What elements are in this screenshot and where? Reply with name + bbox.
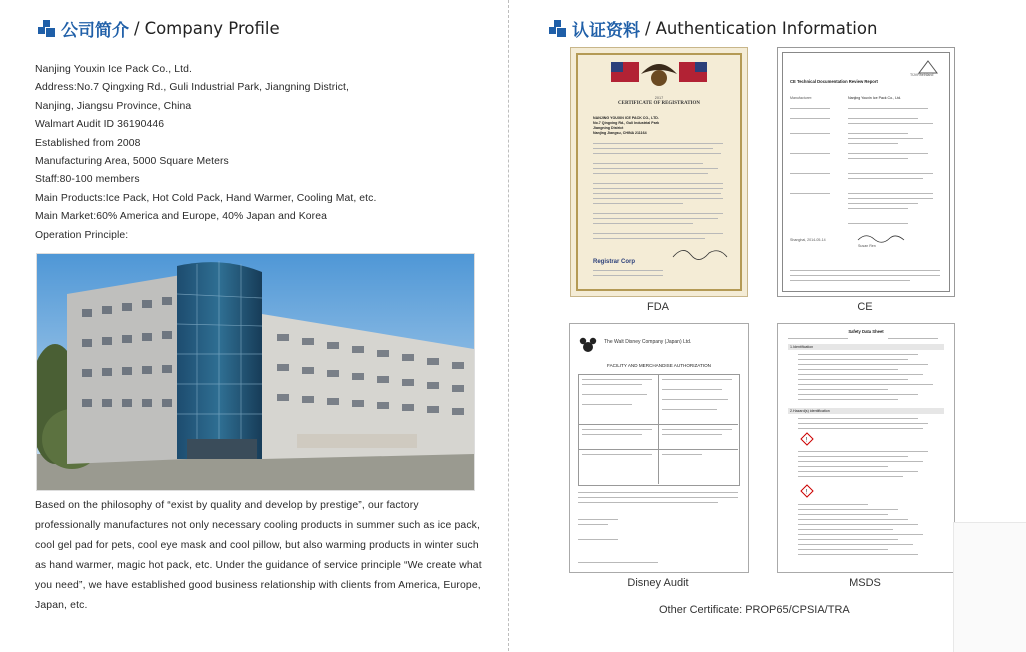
other-certificates: Other Certificate: PROP65/CPSIA/TRA xyxy=(659,604,850,616)
ce-certificate-image[interactable] xyxy=(777,47,955,297)
ce-heading: CE Technical Documentation Review Report xyxy=(790,79,878,84)
svg-text:!: ! xyxy=(805,489,808,496)
msds-section2: 2.Hazard(s) identification xyxy=(790,409,830,413)
ce-brand: TÜVRheinland xyxy=(910,73,934,77)
info-line: Walmart Audit ID 36190446 xyxy=(35,119,165,131)
signature-icon xyxy=(671,243,731,263)
hazard-diamond-icon xyxy=(800,484,814,498)
company-description: Based on the philosophy of “exist by quality and develop by prestige”, our factory professionally manufactures not only necessary cooling products in summer such as ice pack, cool gel pad for pets, cool eye mask and cool pillow, but also warming products in winter such as hand warmer, magic hot pack, etc. Under the guidance of service principle “We create what you need”, we have established good business relationship with clients from America, Europe, Japan, etc. xyxy=(35,500,482,611)
msds-label: MSDS xyxy=(849,577,881,589)
svg-text:!: ! xyxy=(805,437,808,444)
factory-photo xyxy=(36,253,475,491)
fda-city: Nanjing Jiangsu, CHINA 211164 xyxy=(593,131,647,135)
title-en: Company Profile xyxy=(144,19,280,38)
page-edge xyxy=(953,522,1026,652)
column-divider xyxy=(508,0,509,651)
ce-manufacturer-label: Manufacturer: xyxy=(790,96,813,100)
section-square-icon xyxy=(549,20,566,37)
info-line: Established from 2008 xyxy=(35,137,141,149)
info-line: Operation Principle: xyxy=(35,229,129,241)
fda-heading: CERTIFICATE OF REGISTRATION xyxy=(618,101,700,106)
tuv-logo-icon xyxy=(918,60,938,74)
disney-brand: The Walt Disney Company (Japan) Ltd. xyxy=(604,339,692,345)
fda-label: FDA xyxy=(647,301,669,313)
fda-brand: Registrar Corp xyxy=(593,259,636,265)
fda-company: NANJING YOUXIN ICE PACK CO., LTD. xyxy=(593,116,659,120)
hazard-diamond-icon xyxy=(800,432,814,446)
title-cn: 认证资料 xyxy=(572,21,640,41)
disney-certificate-image[interactable] xyxy=(569,323,749,573)
company-info-list xyxy=(35,61,376,245)
signature-icon xyxy=(856,230,906,244)
title-cn: 公司简介 xyxy=(61,21,129,41)
title-en: Authentication Information xyxy=(655,19,878,38)
ce-signer: Susan Ren xyxy=(858,244,876,248)
ce-label: CE xyxy=(857,301,873,313)
info-line: Nanjing Youxin Ice Pack Co., Ltd. xyxy=(35,64,192,75)
company-profile-title xyxy=(38,16,280,41)
fda-year: 2017 xyxy=(654,96,664,100)
info-line: Staff:80-100 members xyxy=(35,174,140,186)
disney-heading: FACILITY AND MERCHANDISE AUTHORIZATION xyxy=(607,363,711,368)
mickey-logo-icon xyxy=(578,336,598,354)
ce-date: Shanghai, 2014-05-14 xyxy=(790,238,826,242)
fda-certificate-image[interactable] xyxy=(570,47,748,297)
authentication-title xyxy=(549,16,877,41)
section-square-icon xyxy=(38,20,55,37)
ce-manufacturer: Nanjing Youxin Ice Pack Co., Ltd. xyxy=(848,96,902,100)
info-line: Manufacturing Area, 5000 Square Meters xyxy=(35,155,229,167)
msds-certificate-image[interactable] xyxy=(777,323,955,573)
fda-address: No.7 Qingxing Rd., Guli Industrial Park xyxy=(593,121,660,125)
info-line: Nanjing, Jiangsu Province, China xyxy=(35,100,192,112)
title-separator: / xyxy=(134,19,140,38)
info-line: Main Market:60% America and Europe, 40% Japan and Korea xyxy=(35,211,327,223)
title-separator: / xyxy=(645,19,651,38)
info-line: Main Products:Ice Pack, Hot Cold Pack, Hand Warmer, Cooling Mat, etc. xyxy=(35,192,377,204)
info-line: Address:No.7 Qingxing Rd., Guli Industrial Park, Jiangning District, xyxy=(35,82,350,94)
disney-audit-label: Disney Audit xyxy=(627,577,689,589)
fda-district: Jiangning District xyxy=(593,126,624,130)
msds-section1: 1.Identification xyxy=(790,345,814,349)
msds-heading: Safety Data Sheet xyxy=(848,329,884,334)
